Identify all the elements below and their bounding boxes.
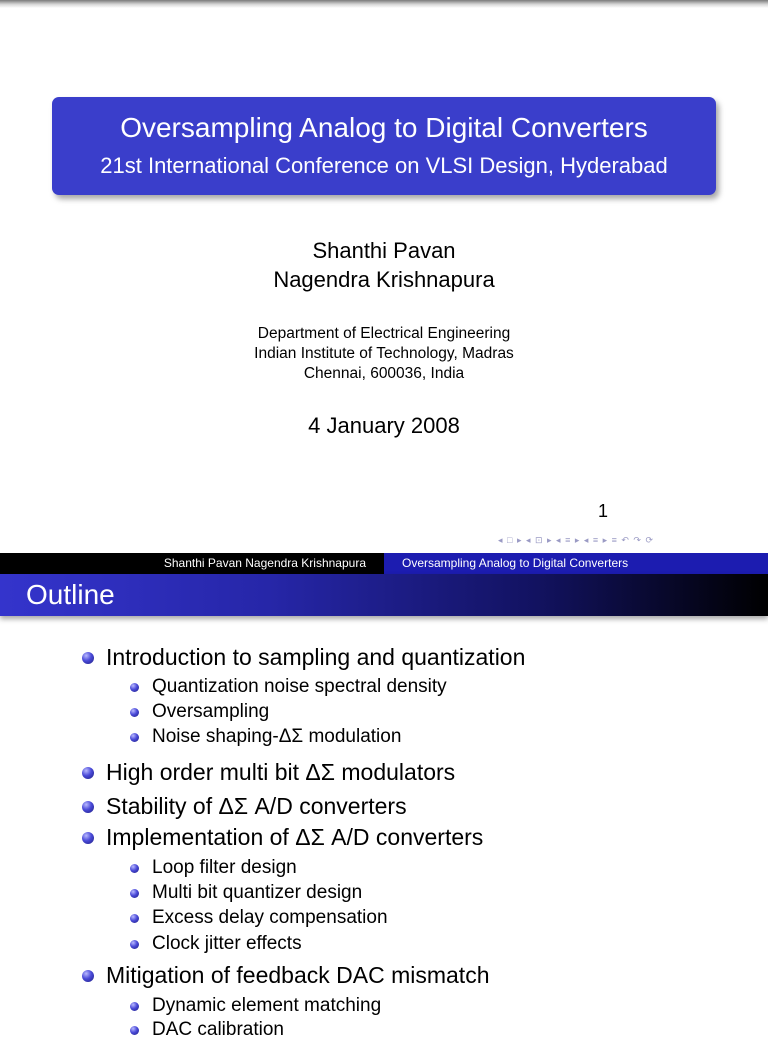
author-name: Shanthi Pavan <box>312 238 456 263</box>
bullet-icon <box>82 801 94 813</box>
top-shadow-divider <box>0 0 768 8</box>
presentation-title: Oversampling Analog to Digital Converters <box>120 112 648 143</box>
list-item-label: High order multi bit ΔΣ modulators <box>106 759 456 785</box>
bullet-icon <box>82 832 94 844</box>
list-item <box>106 758 455 786</box>
header-authors: Shanthi Pavan Nagendra Krishnapura <box>0 553 384 574</box>
sub-list-item <box>152 906 388 930</box>
bullet-icon <box>130 733 139 742</box>
list-item-label: Implementation of ΔΣ A/D converters <box>106 824 484 850</box>
bullet-icon <box>82 652 94 664</box>
title-block <box>52 97 716 195</box>
list-item <box>106 643 525 671</box>
institute-line: Chennai, 600036, India <box>303 365 465 382</box>
list-item <box>106 792 407 820</box>
list-item-label: Clock jitter effects <box>152 933 302 954</box>
bullet-icon <box>82 767 94 779</box>
sub-list-item <box>152 725 401 749</box>
sub-list-item <box>152 932 302 956</box>
frame-title: Outline <box>26 579 115 610</box>
list-item-label: Noise shaping-ΔΣ modulation <box>152 726 402 747</box>
list-item-label: Oversampling <box>152 701 270 722</box>
frame-title-bar <box>0 574 768 616</box>
presentation-date: 4 January 2008 <box>308 413 460 438</box>
list-item <box>106 961 490 989</box>
list-item-label: Loop filter design <box>152 857 297 878</box>
bullet-icon <box>130 889 139 898</box>
bullet-icon <box>82 970 94 982</box>
author-name: Nagendra Krishnapura <box>273 267 495 292</box>
list-item-label: Quantization noise spectral density <box>152 676 447 697</box>
bullet-icon <box>130 1026 139 1035</box>
presentation-subtitle: 21st International Conference on VLSI Design, Hyderabad <box>100 153 668 178</box>
list-item-label: Multi bit quantizer design <box>152 882 363 903</box>
institute-line: Department of Electrical Engineering <box>257 325 511 342</box>
list-item-label: Introduction to sampling and quantization <box>106 644 526 670</box>
institute-line: Indian Institute of Technology, Madras <box>254 345 514 362</box>
page-number: 1 <box>598 501 609 521</box>
authors <box>0 236 768 294</box>
bullet-icon <box>130 1002 139 1011</box>
sub-list-item <box>152 700 269 724</box>
list-item-label: Dynamic element matching <box>152 995 382 1016</box>
bullet-icon <box>130 914 139 923</box>
bullet-icon <box>130 708 139 717</box>
slide-header-bar <box>0 553 768 574</box>
list-item-label: Mitigation of feedback DAC mismatch <box>106 962 490 988</box>
list-item-label: Excess delay compensation <box>152 907 388 928</box>
sub-list-item <box>152 856 297 880</box>
bullet-icon <box>130 683 139 692</box>
header-title: Oversampling Analog to Digital Converters <box>384 553 768 574</box>
list-item-label: DAC calibration <box>152 1019 284 1040</box>
bullet-icon <box>130 864 139 873</box>
sub-list-item <box>152 1018 284 1042</box>
sub-list-item <box>152 675 447 699</box>
list-item <box>106 823 483 851</box>
list-item-label: Stability of ΔΣ A/D converters <box>106 793 407 819</box>
navigation-symbols[interactable]: ◂ □ ▸ ◂ ⊡ ▸ ◂ ≡ ▸ ◂ ≡ ▸ ≡ ↶ ↷ ⟳ <box>498 535 655 545</box>
bullet-icon <box>130 940 139 949</box>
sub-list-item <box>152 994 381 1018</box>
sub-list-item <box>152 881 362 905</box>
institute <box>0 324 768 384</box>
